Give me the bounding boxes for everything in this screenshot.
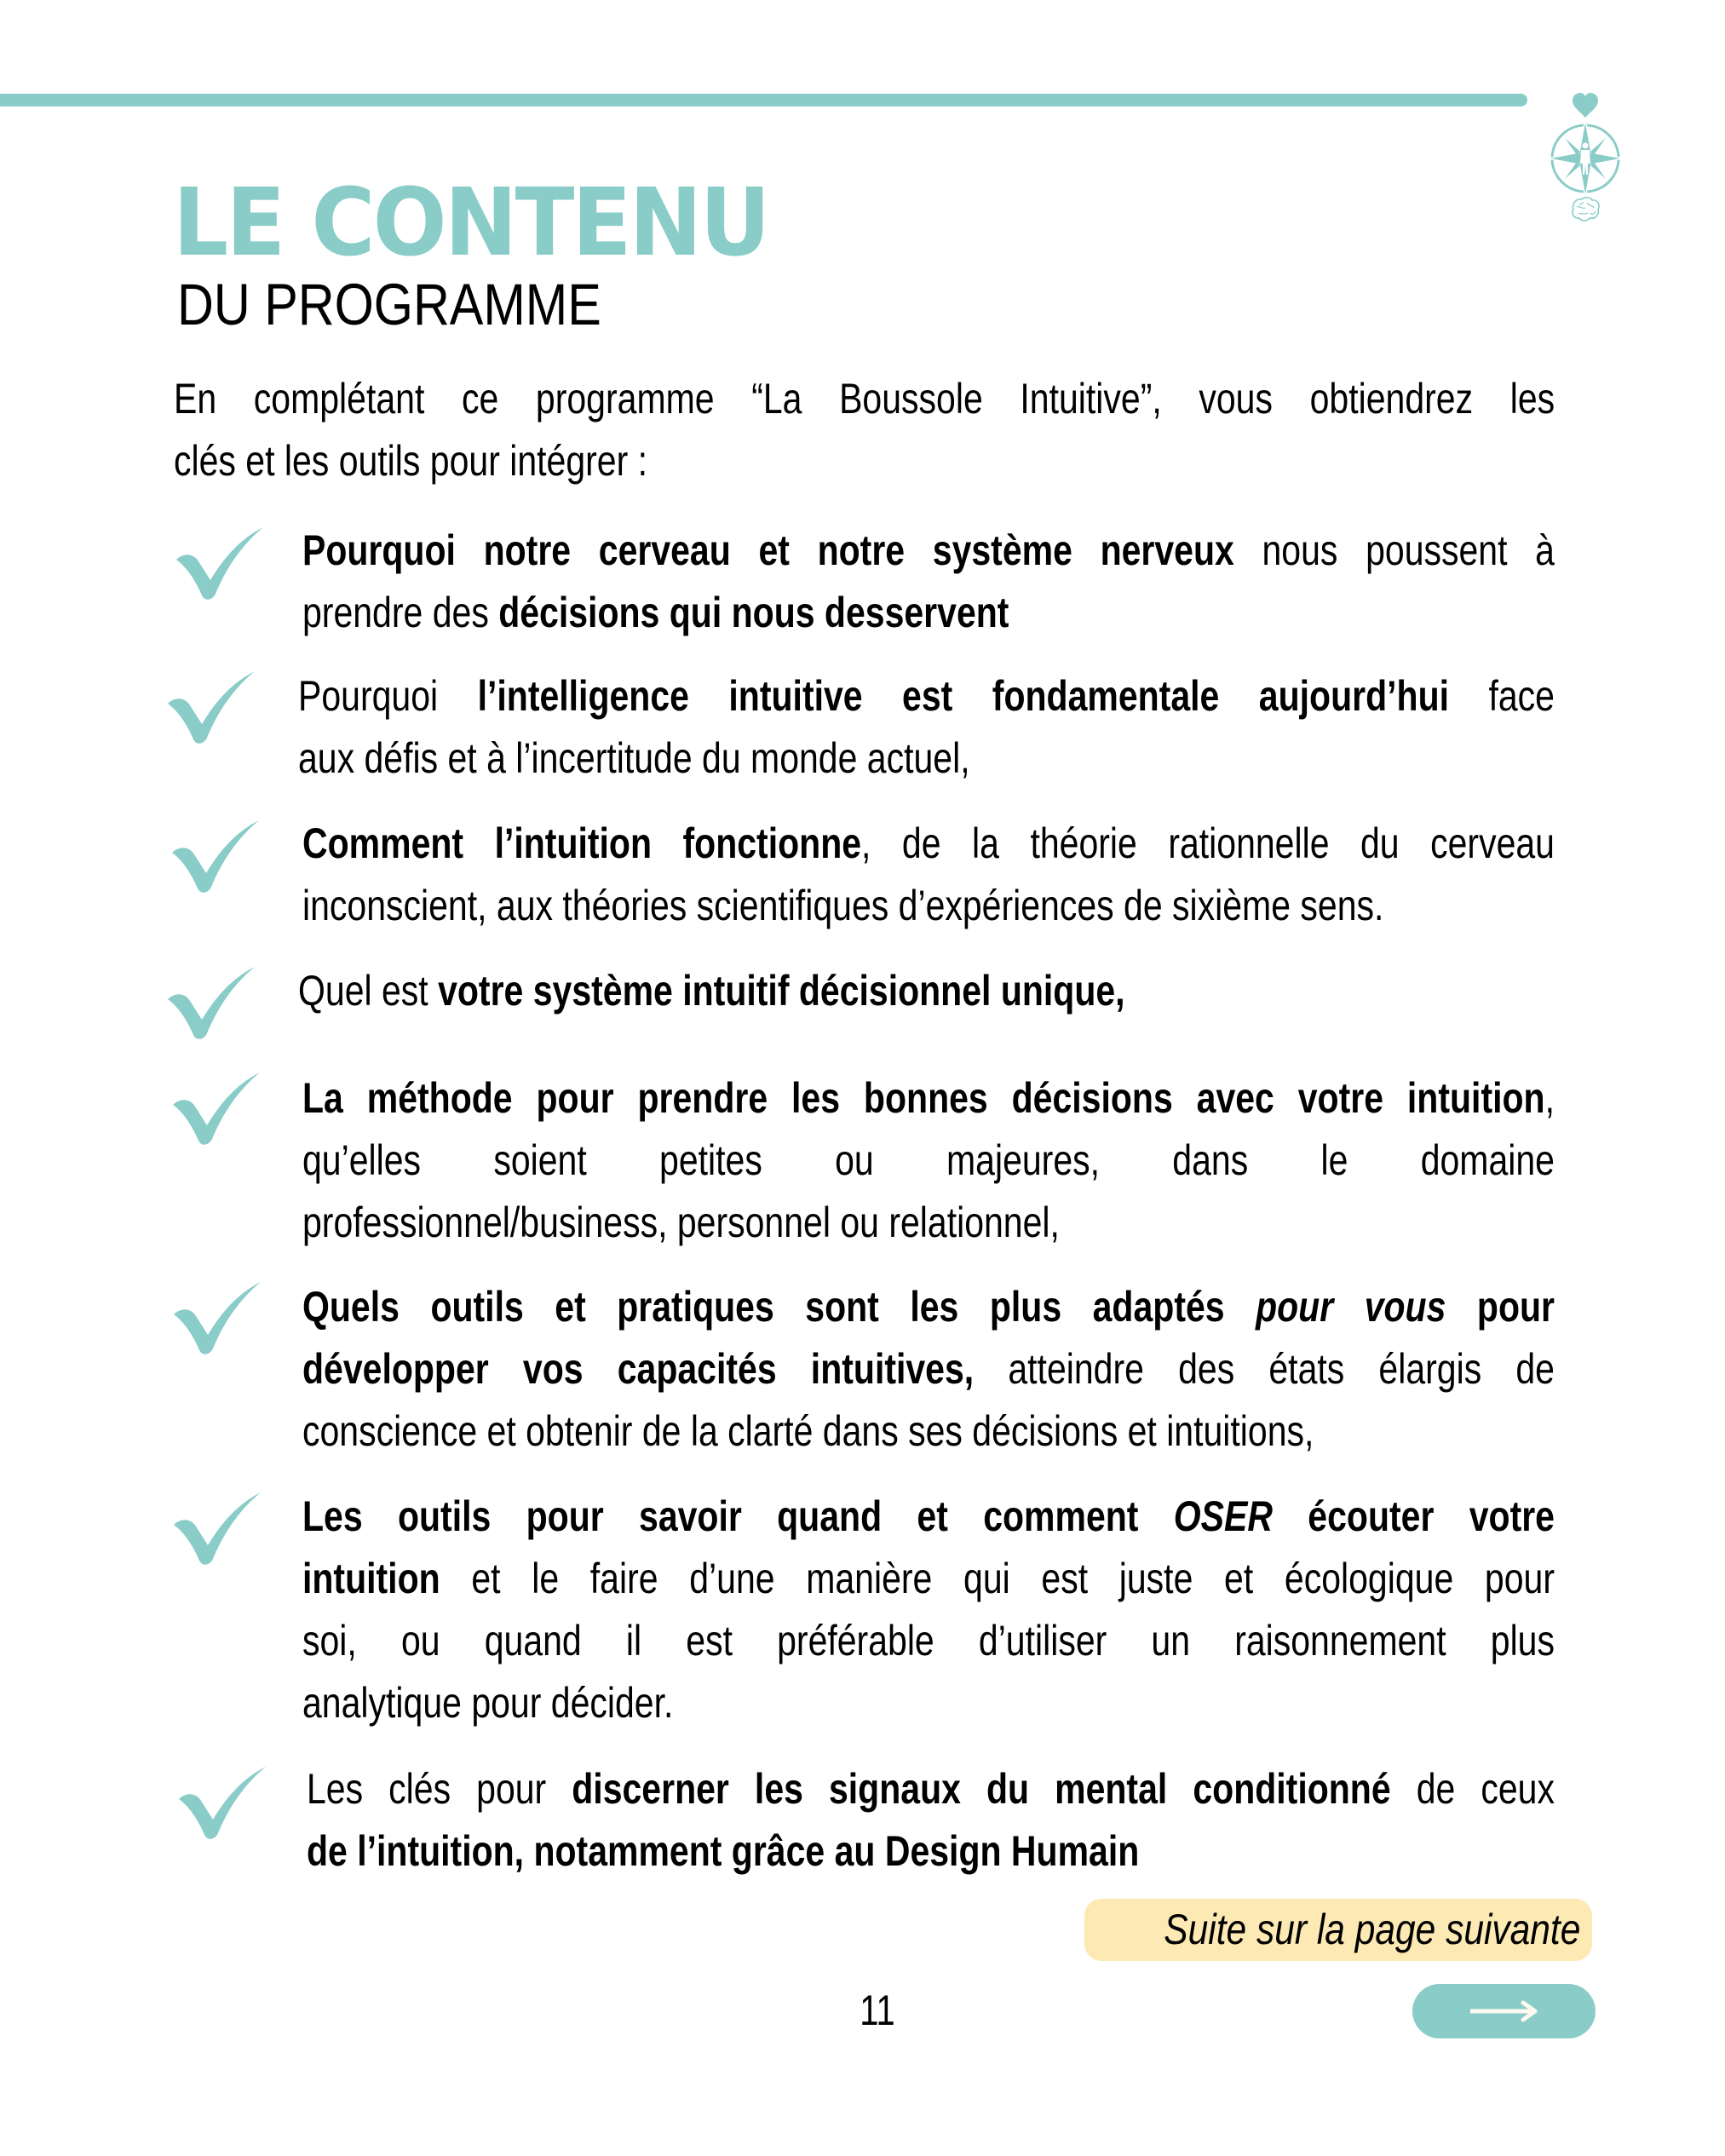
bold-text: OSER xyxy=(1173,1492,1273,1540)
list-item-text xyxy=(302,1486,1555,1734)
text: aux défis et à l’incertitude du monde actuel, xyxy=(298,734,970,782)
text: Les clés pour xyxy=(307,1765,572,1813)
checkmark-icon xyxy=(168,671,255,745)
text: et le faire d’une manière qui est juste et écologique pour xyxy=(440,1555,1555,1602)
page-title: LE CONTENU xyxy=(173,168,768,277)
text-line xyxy=(302,1486,1555,1548)
bold-text: écouter votre xyxy=(1272,1492,1555,1540)
text-line xyxy=(298,727,1555,790)
text: atteindre des états élargis de xyxy=(974,1345,1555,1393)
checkmark-icon xyxy=(172,820,259,894)
bold-text: l’intelligence intuitive est fondamentale aujourd’hui xyxy=(477,672,1450,720)
checkmark-icon xyxy=(176,527,263,601)
text: En complétant ce programme “La Boussole Intuitive”, vous obtiendrez les xyxy=(174,375,1555,423)
text-line xyxy=(302,1672,1555,1734)
bold-text: votre système intuitif décisionnel unique, xyxy=(438,967,1125,1015)
page-subtitle: DU PROGRAMME xyxy=(177,272,601,337)
intro-paragraph xyxy=(174,368,1555,492)
checkmark-icon xyxy=(173,1072,260,1146)
text: Pourquoi xyxy=(298,672,478,720)
text-line xyxy=(298,960,1555,1022)
list-item-text xyxy=(307,1758,1555,1883)
bold-text: décisions qui nous desservent xyxy=(498,589,1009,636)
next-page-button[interactable] xyxy=(1412,1984,1596,2038)
bold-text: Les outils pour savoir quand et comment xyxy=(302,1492,1174,1540)
text: , xyxy=(1544,1074,1555,1122)
continue-note-badge xyxy=(1084,1899,1592,1961)
text: Quel est xyxy=(298,967,439,1015)
text: analytique pour décider. xyxy=(302,1679,674,1727)
text-line xyxy=(307,1758,1555,1820)
text-line xyxy=(302,1610,1555,1672)
list-item-text xyxy=(302,1067,1555,1254)
page-number: 11 xyxy=(860,1986,895,2034)
list-item-text xyxy=(302,1276,1555,1463)
text: de ceux xyxy=(1390,1765,1555,1813)
text: inconscient, aux théories scientifiques d’expériences de sixième sens. xyxy=(302,882,1384,929)
text-line xyxy=(298,665,1555,727)
text-line xyxy=(302,875,1555,937)
arrow-right-icon xyxy=(1469,1998,1540,2024)
text-line xyxy=(302,520,1555,582)
checkmark-icon xyxy=(174,1282,261,1355)
text-line xyxy=(307,1820,1555,1883)
list-item-text xyxy=(302,813,1555,937)
text: qu’elles soient petites ou majeures, dans le domaine xyxy=(302,1136,1555,1184)
text-line xyxy=(302,1338,1555,1400)
list-item-text xyxy=(302,520,1555,644)
text-line xyxy=(174,430,1555,492)
bold-text: discerner les signaux du mental conditionné xyxy=(572,1765,1391,1813)
list-item-text xyxy=(298,960,1555,1022)
top-accent-bar xyxy=(0,94,1527,106)
text-line xyxy=(302,1067,1555,1130)
text-line xyxy=(302,1400,1555,1463)
text-line xyxy=(302,1130,1555,1192)
text: nous poussent à xyxy=(1233,526,1555,574)
bold-text: de l’intuition, notamment grâce au Design Humain xyxy=(307,1827,1140,1875)
text: prendre des xyxy=(302,589,499,636)
bold-text: Pourquoi notre cerveau et notre système nerveux xyxy=(302,526,1234,574)
text-line xyxy=(302,813,1555,875)
text: clés et les outils pour intégrer : xyxy=(174,437,648,485)
text: face xyxy=(1449,672,1555,720)
text-line xyxy=(174,368,1555,430)
bold-text: Quels outils et pratiques sont les plus adaptés xyxy=(302,1283,1256,1331)
continue-note-text: Suite sur la page suivante xyxy=(1163,1906,1580,1953)
list-item-text xyxy=(298,665,1555,790)
brain-icon xyxy=(1573,198,1599,221)
logo xyxy=(1543,89,1628,227)
text: soi, ou quand il est préférable d’utiliser un raisonnement plus xyxy=(302,1617,1555,1664)
checkmark-icon xyxy=(179,1767,266,1840)
checkmark-icon xyxy=(174,1492,261,1566)
bold-text: La méthode pour prendre les bonnes décisions avec votre intuition xyxy=(302,1074,1545,1122)
bold-text: intuition xyxy=(302,1555,440,1602)
text-line xyxy=(302,1192,1555,1254)
bold-text: pour xyxy=(1446,1283,1555,1331)
bold-text: Comment l’intuition fonctionne xyxy=(302,819,862,867)
text-line xyxy=(302,1276,1555,1338)
text-line xyxy=(302,582,1555,644)
text: conscience et obtenir de la clarté dans ses décisions et intuitions, xyxy=(302,1407,1314,1455)
text: professionnel/business, personnel ou relationnel, xyxy=(302,1199,1060,1246)
bold-text: pour vous xyxy=(1256,1283,1446,1331)
heart-icon xyxy=(1573,93,1598,118)
checkmark-icon xyxy=(168,967,255,1040)
bold-text: développer vos capacités intuitives, xyxy=(302,1345,975,1393)
text: , de la théorie rationnelle du cerveau xyxy=(861,819,1555,867)
text-line xyxy=(302,1548,1555,1610)
